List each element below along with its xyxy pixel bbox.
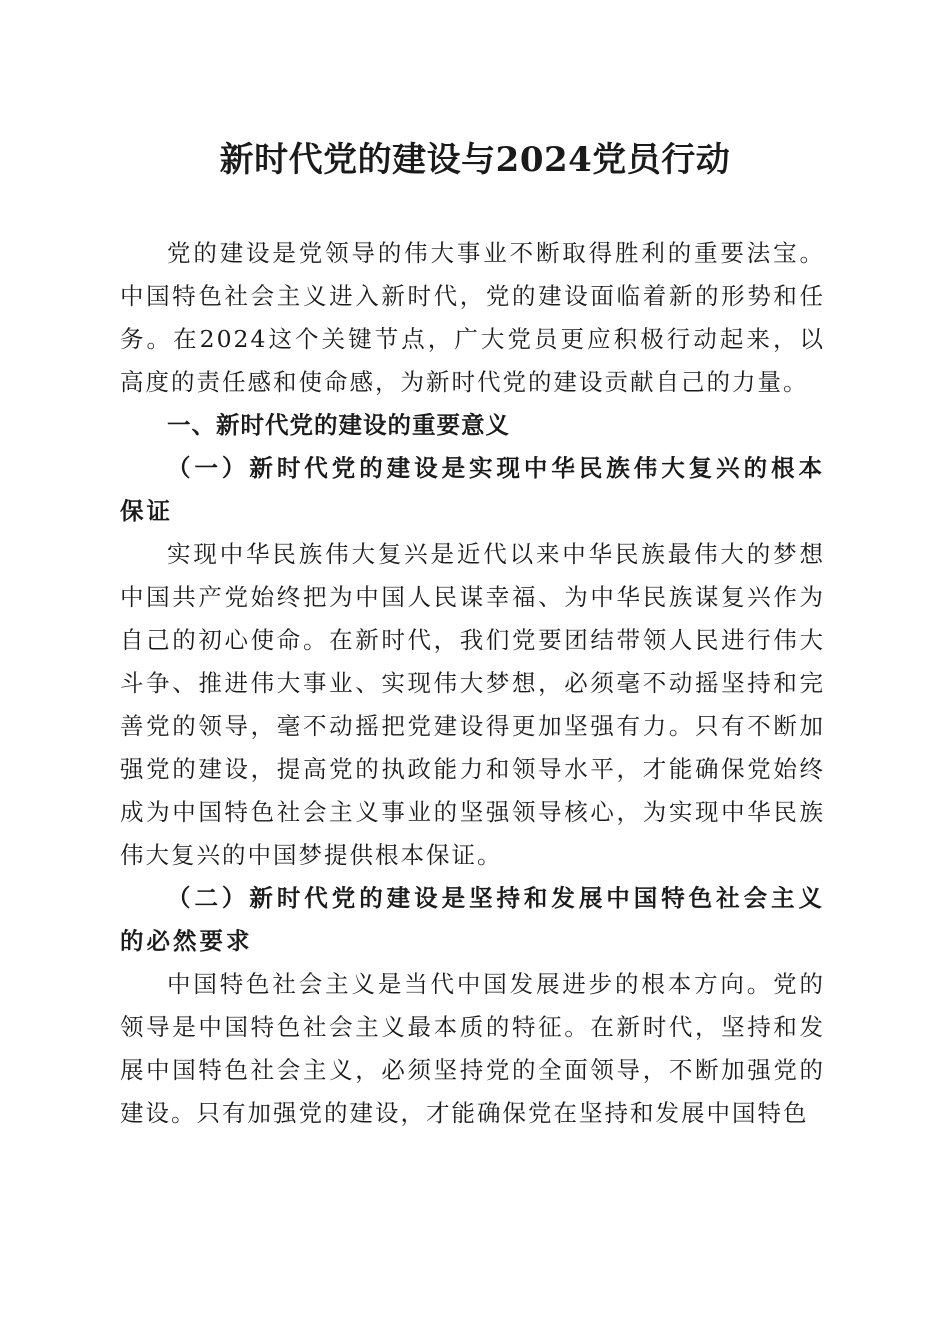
subsection-heading-2: （二）新时代党的建设是坚持和发展中国特色社会主义的必然要求 [120, 884, 825, 955]
document-body [120, 232, 825, 1135]
section-heading-1: 一、新时代党的建设的重要意义 [167, 411, 510, 439]
intro-paragraph: 党的建设是党领导的伟大事业不断取得胜利的重要法宝。中国特色社会主义进入新时代，党的建设面临着新的形势和任务。在2024这个关键节点，广大党员更应积极行动起来，以高度的责任感和使命感，为新时代党的建设贡献自己的力量。 [120, 239, 825, 396]
body-paragraph-1: 实现中华民族伟大复兴是近代以来中华民族最伟大的梦想中国共产党始终把为中国人民谋幸福、为中华民族谋复兴作为自己的初心使命。在新时代，我们党要团结带领人民进行伟大斗争、推进伟大事业、实现伟大梦想，必须毫不动摇坚持和完善党的领导，毫不动摇把党建设得更加坚强有力。只有不断加强党的建设，提高党的执政能力和领导水平，才能确保党始终成为中国特色社会主义事业的坚强领导核心，为实现中华民族伟大复兴的中国梦提供根本保证。 [120, 540, 825, 869]
subsection-heading-1: （一）新时代党的建设是实现中华民族伟大复兴的根本保证 [120, 454, 825, 525]
document-title: 新时代党的建设与2024党员行动 [219, 140, 731, 180]
body-paragraph-2: 中国特色社会主义是当代中国发展进步的根本方向。党的领导是中国特色社会主义最本质的特征。在新时代，坚持和发展中国特色社会主义，必须坚持党的全面领导，不断加强党的建设。只有加强党的建设，才能确保党在坚持和发展中国特色 [120, 970, 825, 1127]
